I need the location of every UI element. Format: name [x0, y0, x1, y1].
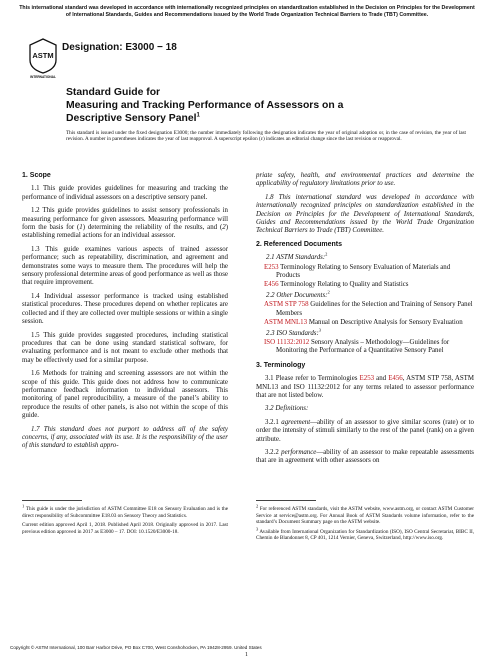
- referenced-documents-heading: 2. Referenced Documents: [256, 240, 342, 248]
- para-3-2-1: 3.2.1 agreement—ability of an assessor to give similar scores (rate) or to order the intensity of stimuli similarly to the rest of the panel (rank) on a given attribute.: [256, 418, 474, 443]
- footnote-divider-right: [256, 500, 316, 501]
- issuance-statement: This standard is issued under the fixed designation E3000; the number immediately following the designation indicates the year of original adoption or, in the case of revision, the year of last revision. A number in parentheses indicates the year of last reapproval. A superscript epsilon (ε) indicates an editorial change since the last revision or reapproval.: [66, 130, 466, 143]
- footnote-divider-left: [22, 500, 82, 501]
- para-1-7: 1.7 This standard does not purport to address all of the safety concerns, if any, associated with its use. It is the responsibility of the user of this standard to establish appro-: [22, 425, 228, 450]
- title-line-1: Standard Guide for: [66, 87, 161, 98]
- para-3-2: 3.2 Definitions:: [265, 405, 309, 413]
- right-column: [256, 172, 474, 471]
- para-1-3: 1.3 This guide examines various aspects of trained assessor performance; such as repeatability, discrimination, and agreement and demonstrates some ways to measure them. The procedures will help the sensory professional determine areas of good performance as well as those that require improvement.: [22, 245, 228, 287]
- footnote-1a: $^1$ This guide is under the jurisdiction of ASTM Committee E18 on Sensory Evaluation and is the direct responsibility of Subcommittee E18.03 on Sensory Theory and Statistics.: [22, 503, 228, 519]
- astm-logo-icon: [28, 38, 58, 79]
- footnotes-right: [256, 503, 475, 545]
- astm-standards-label: 2.1 ASTM Standards:$^2$: [266, 251, 328, 262]
- document-title: [66, 86, 446, 125]
- ref-stp-758[interactable]: ASTM STP 758 Guidelines for the Selection and Training of Sensory Panel Members: [264, 301, 473, 317]
- designation: Designation: E3000 − 18: [62, 42, 177, 53]
- para-1-4: 1.4 Individual assessor performance is tracked using established statistical procedures. These procedures depend on whether replicates are collected and if they are collected over multiple sessions or within a single session.: [22, 292, 228, 326]
- iso-standards-label: 2.3 ISO Standards:$^3$: [266, 327, 322, 337]
- left-column: [22, 172, 228, 456]
- para-3-1: 3.1 Please refer to Terminologies E253 and E456, ASTM STP 758, ASTM MNL13 and ISO 11132:2012 for any terms related to assessor performance that are not listed below.: [256, 375, 474, 399]
- scope-heading: 1. Scope: [22, 172, 51, 179]
- footnote-1b: Current edition approved April 1, 2018. Published April 2018. Originally approved in 2017. Last previous edition approved in 2017 as E3000 – 17. DOI: 10.1520/E3000-18.: [22, 522, 228, 535]
- footnote-3: $^3$ Available from International Organization for Standardization (ISO), ISO Central Secretariat, BIBC II, Chemin de Blandonnet 8, CP 401, 1214 Vernier, Geneva, Switzerland, http://www.iso.org.: [256, 526, 475, 542]
- footnotes-left: [22, 503, 228, 538]
- ref-e253[interactable]: E253 Terminology Relating to Sensory Evaluation of Materials and Products: [264, 263, 451, 280]
- ref-e456[interactable]: E456 Terminology Relating to Quality and Statistics: [264, 281, 409, 289]
- ref-iso-11132[interactable]: ISO 11132:2012 Sensory Analysis – Methodology—Guidelines for Monitoring the Performance of a Quantitative Sensory Panel: [264, 338, 450, 355]
- international-standard-notice: This international standard was developed in accordance with internationally recognized principles on standardization established in the Decision on Principles for the Development of International Standards, Guides and Recommendations issued by the World Trade Organization Technical Barriers to Trade (TBT) Committee.: [19, 5, 475, 18]
- para-1-5: 1.5 This guide provides suggested procedures, including statistical procedures that can be done using standard statistical software, for evaluating performance and is not meant to exclude other methods that may be effectively used for a similar purpose.: [22, 331, 228, 364]
- title-line-2: Measuring and Tracking Performance of Assessors on a: [66, 100, 344, 111]
- title-line-3: Descriptive Sensory Panel: [66, 113, 197, 124]
- para-1-2: 1.2 This guide provides guidelines to assist sensory professionals in measuring performance for given assessors. Measuring performance will form the basis for (1) determining the reliability of the results, and (2) establishing remedial actions for an individual assessor.: [22, 207, 228, 240]
- para-1-8: 1.8 This international standard was developed in accordance with internationally recognized principles on standardization established in the Decision on Principles for the Development of International Standards, Guides and Recommendations issued by the World Trade Organization Technical Barriers to Trade (TBT) Committee.: [256, 193, 474, 235]
- logo-text: ASTM: [32, 51, 54, 60]
- para-3-2-2: 3.2.2 performance—ability of an assessor to make repeatable assessments that are in agreement with other assessors on: [256, 448, 474, 465]
- footnote-2: $^2$ For referenced ASTM standards, visit the ASTM website, www.astm.org, or contact ASTM Customer Service at service@astm.org. For Annual Book of ASTM Standards volume information, refer to the standard’s Document Summary page on the ASTM website.: [256, 503, 474, 526]
- para-1-7-continued: priate safety, health, and environmental practices and determine the applicability of regulatory limitations prior to use.: [256, 172, 474, 188]
- terminology-heading: 3. Terminology: [256, 361, 306, 369]
- page-number: 1: [245, 652, 248, 658]
- copyright-line: Copyright © ASTM International, 100 Barr Harbor Drive, PO Box C700, West Conshohocken, PA 19428-2959. United States: [10, 645, 262, 650]
- title-footnote-mark: 1: [196, 112, 200, 119]
- logo-subtext: INTERNATIONAL: [30, 75, 56, 79]
- para-1-6: 1.6 Methods for training and screening assessors are not within the scope of this guide. This guide does not address how to communicate performance feedback information to individual assessors. This monitoring of panel reproducibility, a measure of the panel’s ability to reproduce the results of other panels, is also not within the scope of this guide.: [22, 370, 228, 420]
- ref-mnl13[interactable]: ASTM MNL13 Manual on Descriptive Analysis for Sensory Evaluation: [264, 319, 463, 327]
- para-1-1: 1.1 This guide provides guidelines for measuring and tracking the performance of individual assessors on a descriptive sensory panel.: [22, 185, 228, 201]
- other-documents-label: 2.2 Other Documents:$^2$: [266, 289, 330, 299]
